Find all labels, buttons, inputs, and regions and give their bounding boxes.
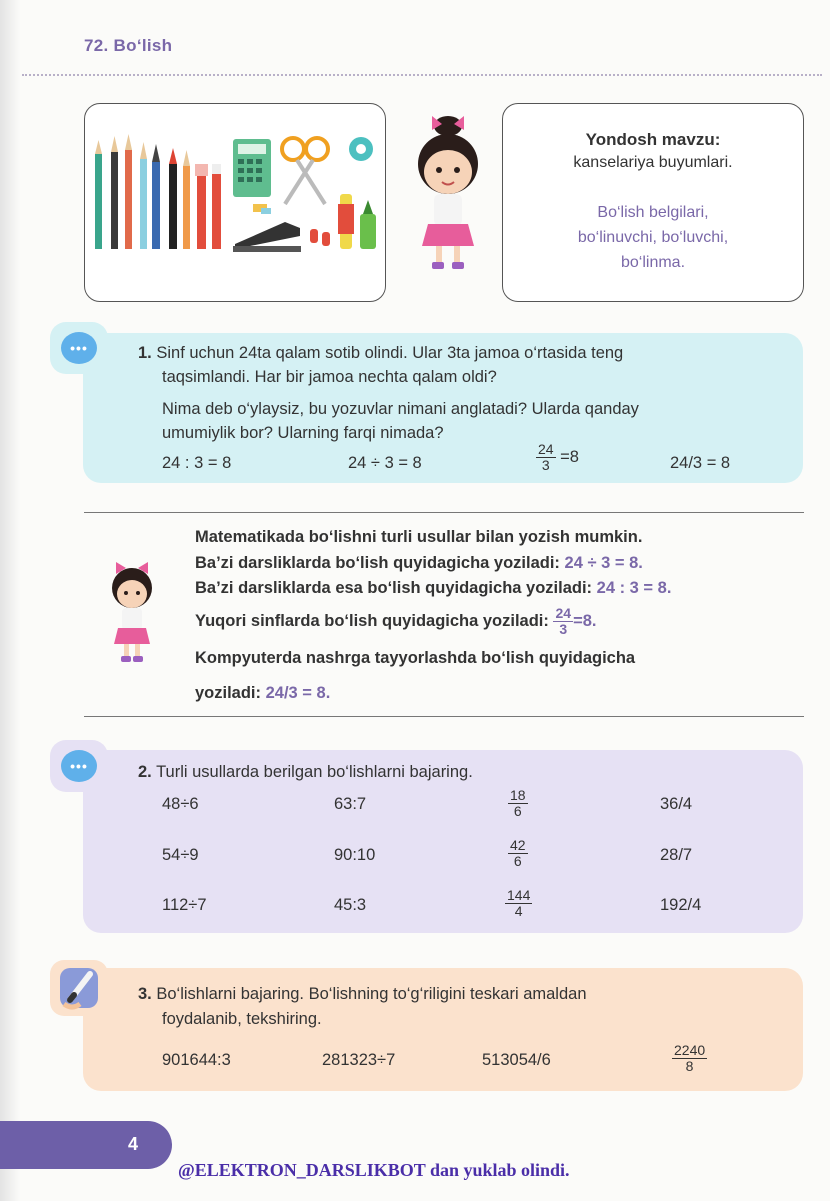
- expr: 513054/6: [482, 1051, 551, 1069]
- expr: 48÷6: [162, 795, 199, 813]
- exercise-3-line1: [138, 982, 587, 1006]
- division-obelus: 24 ÷ 3 = 8: [348, 454, 422, 472]
- expr: 28/7: [660, 846, 693, 864]
- fraction-numerator: 24: [538, 441, 554, 457]
- fraction-result: =8: [560, 447, 579, 466]
- page-number-tab: [0, 1121, 172, 1169]
- page-number: 4: [128, 1134, 139, 1154]
- fraction-numerator: 18: [510, 787, 526, 803]
- girl-character-icon: [402, 108, 494, 276]
- expr: 63:7: [334, 795, 367, 813]
- exercise-1-line3: Nima deb o‘ylaysiz, bu yozuvlar nimani anglatadi? Ularda qanday: [162, 400, 639, 418]
- fraction-expr: [508, 788, 528, 819]
- division-slash: 24/3 = 8: [670, 454, 731, 472]
- fraction-denominator: 6: [513, 803, 522, 819]
- topic-point: bo‘linma.: [620, 254, 686, 271]
- expr: 901644:3: [162, 1051, 231, 1069]
- rule-line-4: [195, 606, 596, 637]
- fraction-denominator: 3: [559, 621, 568, 637]
- fraction-denominator: 4: [514, 903, 523, 919]
- rule-line-2: [195, 551, 643, 575]
- rule-line-6: [195, 681, 330, 705]
- fraction-expr: [508, 838, 528, 869]
- exercise-1-line2: taqsimlandi. Har bir jamoa nechta qalam oldi?: [162, 368, 497, 386]
- topic-heading: Yondosh mavzu:: [585, 130, 721, 149]
- rule-text: Ba’zi darsliklarda bo‘lish quyidagicha yoziladi:: [195, 554, 560, 572]
- fraction-denominator: 6: [513, 853, 522, 869]
- rule-example: 24 : 3 = 8.: [596, 579, 672, 597]
- dotted-divider: [22, 74, 822, 76]
- fraction-numerator: 2240: [674, 1042, 706, 1058]
- rule-fraction: [553, 606, 573, 637]
- chat-bubble-icon: •••: [50, 740, 108, 792]
- expr: 192/4: [660, 896, 702, 914]
- expr: 54÷9: [162, 846, 199, 864]
- exercise-3-text: Bo‘lishlarni bajaring. Bo‘lishning to‘g‘riligini teskari amaldan: [156, 985, 587, 1003]
- rule-text: Yuqori sinflarda bo‘lish quyidagicha yoziladi:: [195, 611, 549, 630]
- exercise-1-text: Sinf uchun 24ta qalam sotib olindi. Ular 3ta jamoa o‘rtasida teng: [156, 344, 624, 362]
- rule-example: 24/3 = 8.: [265, 684, 331, 702]
- rule-text: Ba’zi darsliklarda esa bo‘lish quyidagicha yoziladi:: [195, 579, 593, 597]
- chat-bubble-icon: •••: [50, 322, 108, 374]
- page-edge-shadow: [0, 0, 20, 1201]
- rule-bottom-line: [84, 716, 804, 717]
- exercise-2-line: [138, 760, 473, 784]
- stationery-illustration: [84, 103, 386, 302]
- rule-line-1: Matematikada bo‘lishni turli usullar bilan yozish mumkin.: [195, 528, 643, 546]
- footer-credit: @ELEKTRON_DARSLIKBOT dan yuklab olindi.: [178, 1160, 570, 1180]
- related-topic-box: [502, 103, 804, 302]
- expr: 112÷7: [162, 896, 207, 914]
- exercise-1-line1: [138, 341, 623, 365]
- rule-text: yoziladi:: [195, 684, 262, 702]
- rule-example: =8.: [573, 611, 597, 630]
- division-fraction: [536, 442, 579, 473]
- exercise-number: 1.: [138, 344, 152, 362]
- fraction-numerator: 42: [510, 837, 526, 853]
- exercise-2-text: Turli usullarda berilgan bo‘lishlarni bajaring.: [156, 763, 473, 781]
- division-colon: 24 : 3 = 8: [162, 454, 232, 472]
- fraction-expr: [505, 888, 532, 919]
- exercise-number: 3.: [138, 985, 152, 1003]
- girl-small-icon: [104, 556, 160, 666]
- exercise-3-line2: foydalanib, tekshiring.: [162, 1010, 322, 1028]
- stationery-icons: [85, 104, 385, 301]
- expr: 281323÷7: [322, 1051, 396, 1069]
- exercise-1-line4: umumiylik bor? Ularning farqi nimada?: [162, 424, 444, 442]
- topic-point: Bo‘lish belgilari,: [597, 204, 709, 221]
- rule-line-3: [195, 576, 671, 600]
- topic-point: bo‘linuvchi, bo‘luvchi,: [577, 229, 729, 246]
- rule-example: 24 ÷ 3 = 8.: [564, 554, 643, 572]
- fraction-denominator: 3: [541, 457, 550, 473]
- expr: 90:10: [334, 846, 376, 864]
- expr: 36/4: [660, 795, 693, 813]
- fraction-numerator: 24: [555, 605, 572, 621]
- rule-line-5: Kompyuterda nashrga tayyorlashda bo‘lish quyidagicha: [195, 649, 636, 667]
- fraction-numerator: 144: [507, 887, 531, 903]
- expr: 45:3: [334, 896, 367, 914]
- pencil-writing-icon: [50, 960, 108, 1016]
- fraction-expr: [672, 1043, 707, 1074]
- rule-top-line: [84, 512, 804, 513]
- topic-subject: kanselariya buyumlari.: [573, 154, 733, 171]
- exercise-number: 2.: [138, 763, 152, 781]
- fraction-denominator: 8: [685, 1058, 694, 1074]
- page-title: 72. Bo‘lish: [84, 36, 173, 55]
